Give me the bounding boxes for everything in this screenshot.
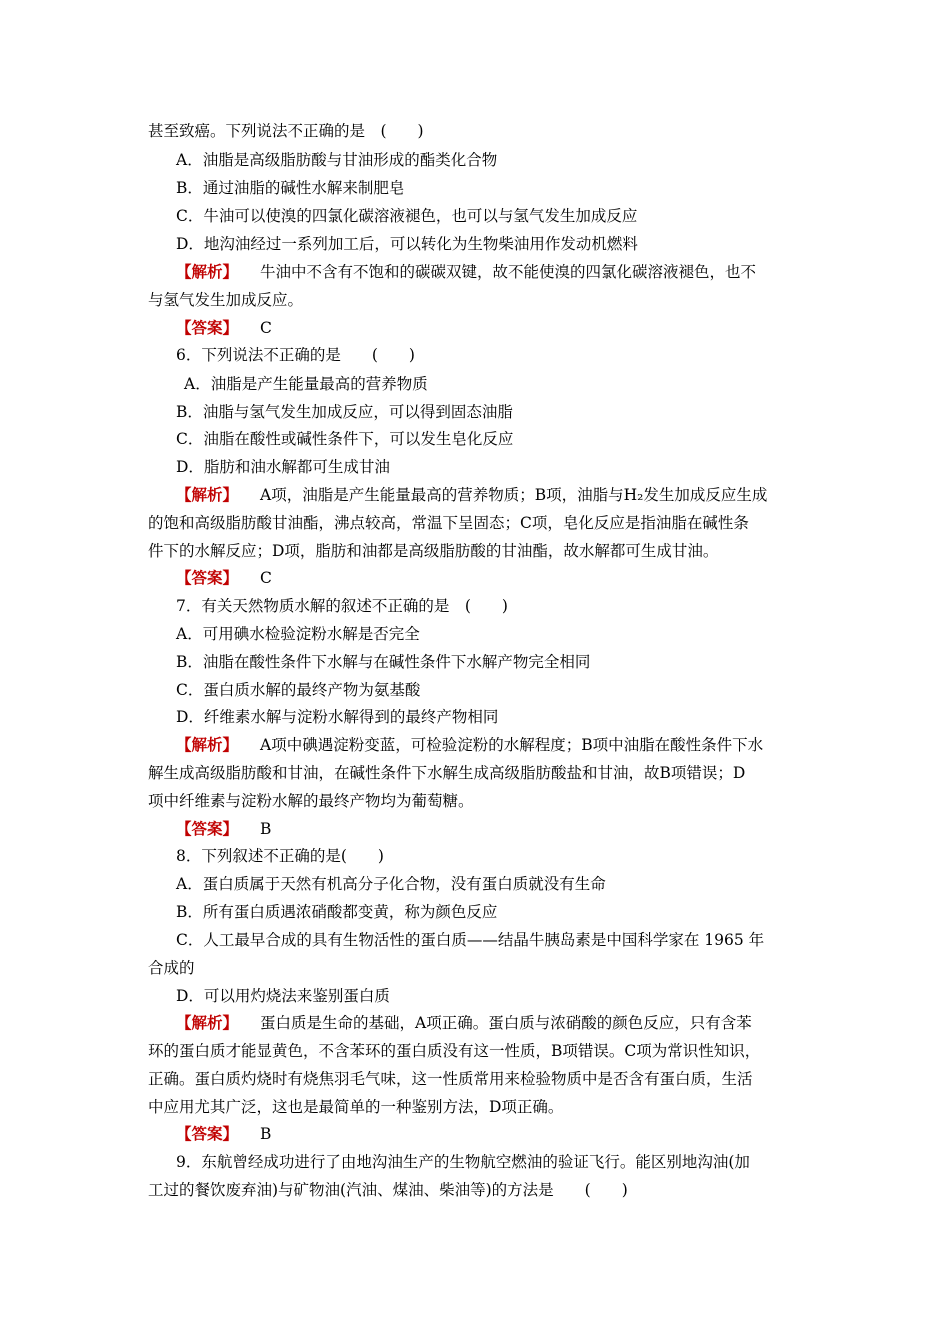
question-8-analysis <box>176 1013 752 1033</box>
analysis-label: 【解析】 <box>176 1013 239 1032</box>
answer-value: B <box>260 1125 272 1143</box>
question-7-analysis-cont-2: 项中纤维素与淀粉水解的最终产物均为葡萄糖。 <box>148 792 474 810</box>
question-8-analysis-cont-3: 中应用尤其广泛，这也是最简单的一种鉴别方法，D项正确。 <box>148 1098 564 1116</box>
question-8-option-c-cont: 合成的 <box>148 959 195 977</box>
question-6-stem: 6．下列说法不正确的是 ( ) <box>176 346 415 364</box>
analysis-label: 【解析】 <box>176 262 239 281</box>
question-6-answer <box>176 568 272 588</box>
answer-value: B <box>260 820 272 838</box>
analysis-text: A项中碘遇淀粉变蓝，可检验淀粉的水解程度；B项中油脂在酸性条件下水 <box>260 736 764 754</box>
question-8-option-a: A．蛋白质属于天然有机高分子化合物，没有蛋白质就没有生命 <box>176 875 606 893</box>
question-8-analysis-cont-1: 环的蛋白质才能显黄色，不含苯环的蛋白质没有这一性质，B项错误。C项为常识性知识， <box>148 1042 761 1060</box>
question-8-stem: 8．下列叙述不正确的是( ) <box>176 847 384 865</box>
question-5-stem-end: 甚至致癌。下列说法不正确的是 ( ) <box>148 122 424 140</box>
question-8-option-c: C．人工最早合成的具有生物活性的蛋白质——结晶牛胰岛素是中国科学家在 1965 年 <box>176 931 765 949</box>
question-6-analysis-cont-1: 的饱和高级脂肪酸甘油酯，沸点较高，常温下呈固态；C项，皂化反应是指油脂在碱性条 <box>148 514 749 532</box>
analysis-text: A项，油脂是产生能量最高的营养物质；B项，油脂与H₂发生加成反应生成 <box>260 486 768 504</box>
question-5-option-a: A．油脂是高级脂肪酸与甘油形成的酯类化合物 <box>176 151 498 169</box>
analysis-label: 【解析】 <box>176 485 239 504</box>
question-5-analysis-cont: 与氢气发生加成反应。 <box>148 291 304 309</box>
answer-value: C <box>260 569 272 587</box>
question-7-option-c: C．蛋白质水解的最终产物为氨基酸 <box>176 681 421 699</box>
question-8-analysis-cont-2: 正确。蛋白质灼烧时有烧焦羽毛气味，这一性质常用来检验物质中是否含有蛋白质，生活 <box>148 1070 753 1088</box>
answer-label: 【答案】 <box>176 318 239 337</box>
answer-label: 【答案】 <box>176 1124 239 1143</box>
question-6-analysis <box>176 485 767 505</box>
question-7-option-d: D．纤维素水解与淀粉水解得到的最终产物相同 <box>176 708 499 726</box>
question-8-option-b: B．所有蛋白质遇浓硝酸都变黄，称为颜色反应 <box>176 903 498 921</box>
question-7-answer <box>176 819 271 839</box>
question-6-option-d: D．脂肪和油水解都可生成甘油 <box>176 458 390 476</box>
question-6-option-a: A．油脂是产生能量最高的营养物质 <box>184 375 428 393</box>
question-7-option-a: A．可用碘水检验淀粉水解是否完全 <box>176 625 420 643</box>
question-8-option-d: D．可以用灼烧法来鉴别蛋白质 <box>176 987 390 1005</box>
question-6-option-c: C．油脂在酸性或碱性条件下，可以发生皂化反应 <box>176 430 514 448</box>
question-8-answer <box>176 1124 271 1144</box>
question-7-analysis <box>176 735 763 755</box>
question-9-stem: 9．东航曾经成功进行了由地沟油生产的生物航空燃油的验证飞行。能区别地沟油(加 <box>176 1153 750 1171</box>
question-5-analysis <box>176 262 756 282</box>
question-9-stem-cont: 工过的餐饮废弃油)与矿物油(汽油、煤油、柴油等)的方法是 ( ) <box>148 1181 628 1199</box>
answer-label: 【答案】 <box>176 568 239 587</box>
question-7-analysis-cont-1: 解生成高级脂肪酸和甘油，在碱性条件下水解生成高级脂肪酸盐和甘油，故B项错误；D <box>148 764 746 782</box>
analysis-text: 蛋白质是生命的基础，A项正确。蛋白质与浓硝酸的颜色反应，只有含苯 <box>260 1014 752 1032</box>
question-5-option-d: D．地沟油经过一系列加工后，可以转化为生物柴油用作发动机燃料 <box>176 235 638 253</box>
question-7-stem: 7．有关天然物质水解的叙述不正确的是 ( ) <box>176 597 508 615</box>
question-6-option-b: B．油脂与氢气发生加成反应，可以得到固态油脂 <box>176 403 513 421</box>
question-5-option-b: B．通过油脂的碱性水解来制肥皂 <box>176 179 405 197</box>
question-7-option-b: B．油脂在酸性条件下水解与在碱性条件下水解产物完全相同 <box>176 653 591 671</box>
analysis-text: 牛油中不含有不饱和的碳碳双键，故不能使溴的四氯化碳溶液褪色，也不 <box>260 263 757 281</box>
analysis-label: 【解析】 <box>176 735 239 754</box>
answer-label: 【答案】 <box>176 819 239 838</box>
question-6-analysis-cont-2: 件下的水解反应；D项，脂肪和油都是高级脂肪酸的甘油酯，故水解都可生成甘油。 <box>148 542 719 560</box>
answer-value: C <box>260 319 272 337</box>
question-5-answer <box>176 318 272 338</box>
question-5-option-c: C．牛油可以使溴的四氯化碳溶液褪色，也可以与氢气发生加成反应 <box>176 207 638 225</box>
